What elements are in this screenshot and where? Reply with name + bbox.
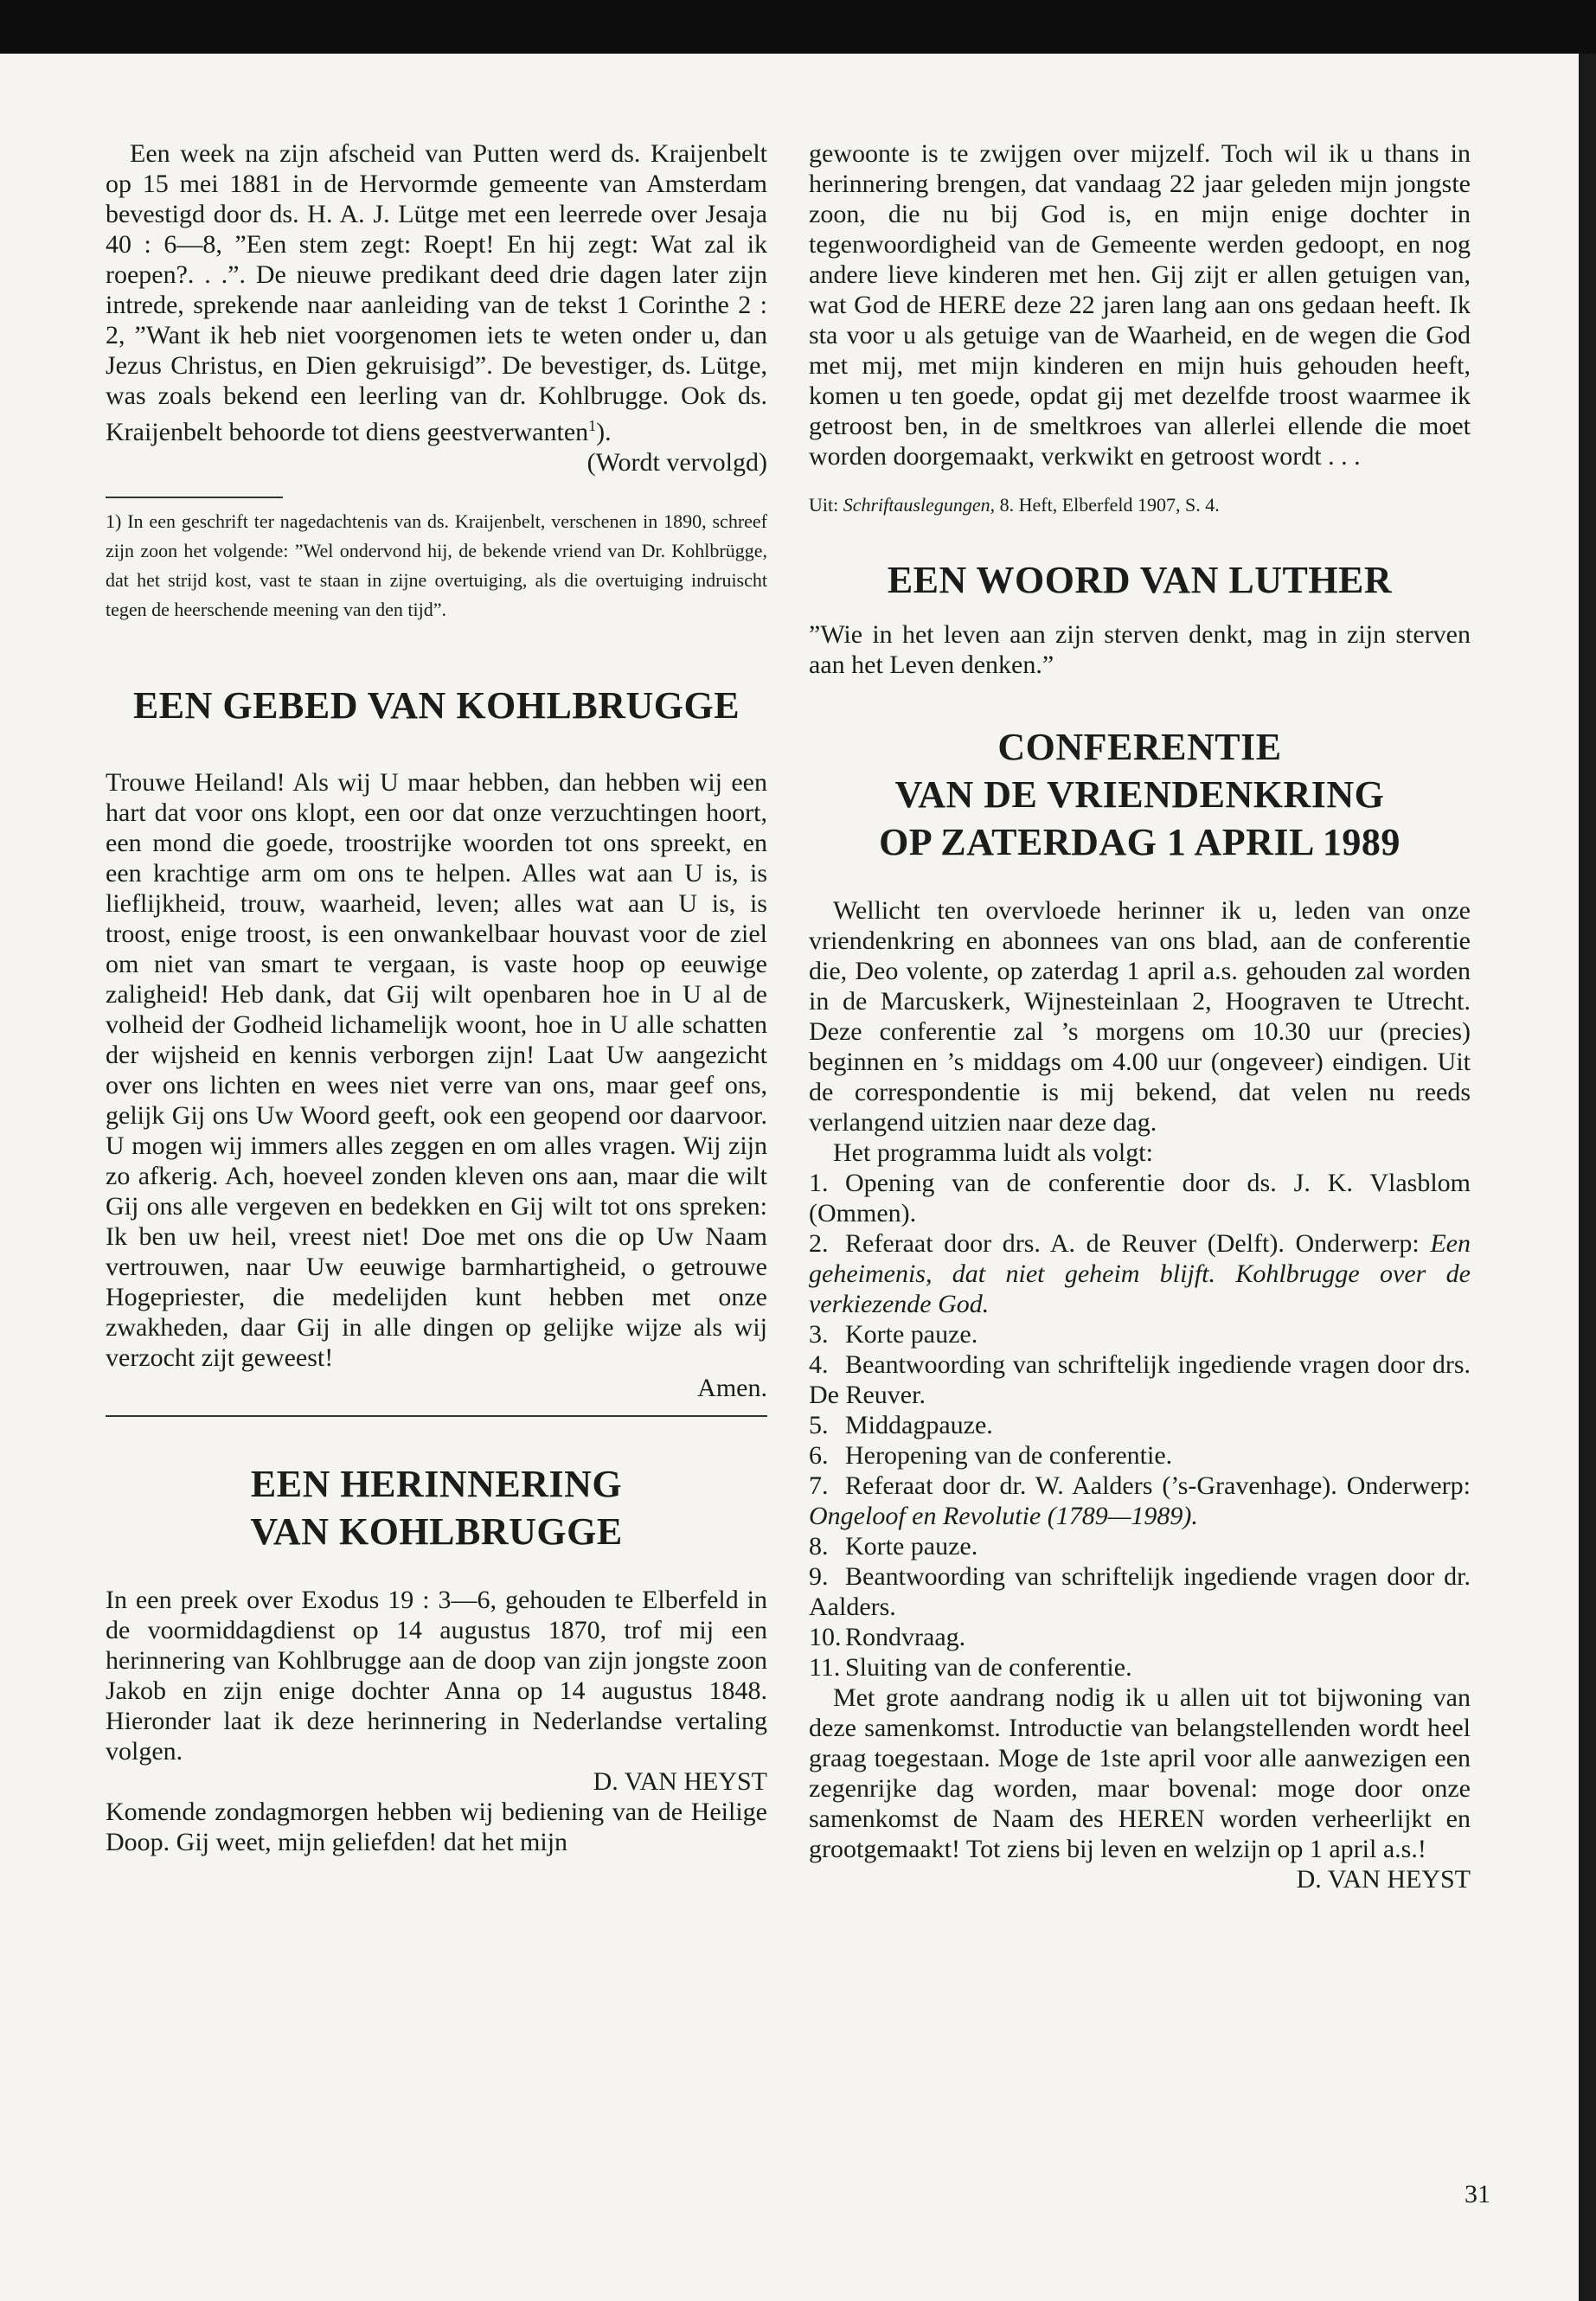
program-item-number: 4. [809,1350,829,1379]
right-column [809,138,1471,1894]
program-list [809,1168,1471,1682]
luther-title: EEN WOORD VAN LUTHER [887,559,1393,601]
program-item-number: 2. [809,1229,829,1258]
program-item-number: 6. [809,1441,829,1470]
quote-continuation: gewoonte is te zwijgen over mijzelf. Toch wil ik u thans in herinnering brengen, dat vandaag 22 jaar geleden mijn jongste zoon, die nu bij God is, en mijn enige dochter in tegenwoordigheid van de Gemeente werden gedoopt, en nog andere lieve kinderen met hen. Gij zijt er allen getuigen van, wat God de HERE deze 22 jaren lang aan ons gedaan heeft. Ik sta voor u als getuige van de Waarheid, en de wegen die God met mij, met mijn kinderen en mijn huis gehouden heeft, komen u ten goede, opdat gij met dezelfde troost waarmee ik getroost ben, in de smeltkroes van allerlei ellende die moet worden doorgemaakt, verkwikt en getroost wordt . . . [809,139,1471,471]
amen: Amen. [697,1374,767,1402]
program-item [809,1471,1471,1531]
left-column [106,138,767,1857]
program-item-text: Korte pauze. [845,1320,978,1349]
conference-title-line-2: VAN DE VRIENDENKRING [894,773,1385,816]
program-item-number: 10. [809,1623,842,1651]
program-item-text: Opening van de conferentie door ds. J. K. Vlasblom (Ommen). [809,1169,1471,1227]
program-item [809,1410,1471,1440]
prayer-text: Trouwe Heiland! Als wij U maar hebben, dan hebben wij een hart dat voor ons klopt, een oor dat onze verzuchtingen hoort, een mond die goede, troostrijke woorden tot ons spreekt, en een krachtige arm om ons te helpen. Alles wat aan U is, is lieflijkheid, trouw, waarheid, leven; alles wat aan U is, is troost, enige troost, is een onwankelbaar houvast voor de ziel om niet van smart te vergaan, is vaste hoop op eeuwige zaligheid! Heb dank, dat Gij wilt openbaren hoe in U al de volheid der Godheid lichamelijk woont, hoe in U alle schatten der wijsheid en kennis verborgen zijn! Laat Uw aangezicht over ons lichten en wees niet verre van ons, maar geef ons, gelijk Gij ons Uw Woord geeft, ook een geopend oor daarvoor. U mogen wij immers alles zeggen en om alles vragen. Wij zijn zo afkerig. Ach, hoeveel zonden kleven ons aan, maar die wilt Gij ons alle vergeven en bedekken en Gij wilt tot ons spreken: Ik ben uw heil, vreest niet! Doe met ons die op Uw Naam vertrouwen, naar Uw eeuwige barmhartigheid, o getrouwe Hogepriester, die medelijden kunt hebben met onze zwakheden, daar Gij in alle dingen op gelijke wijze als wij verzocht zijt geweest! [106,768,767,1372]
luther-quote: ”Wie in het leven aan zijn sterven denkt, mag in zijn sterven aan het Leven denken.” [809,620,1471,679]
memory-quote-start: Komende zondagmorgen hebben wij bediening van de Heilige Doop. Gij weet, mijn geliefden! dat het mijn [106,1798,767,1856]
program-item-number: 9. [809,1562,829,1591]
program-item [809,1652,1471,1682]
program-item-subject: Een geheimenis, dat niet geheim blijft. Kohlbrugge over de verkiezende God. [809,1229,1471,1318]
program-item [809,1440,1471,1471]
program-item-text: Sluiting van de conferentie. [845,1653,1132,1682]
program-item [809,1622,1471,1652]
page-number: 31 [1465,2180,1490,2208]
program-item-number: 1. [809,1169,829,1197]
program-item-number: 7. [809,1471,829,1500]
program-item [809,1319,1471,1349]
program-item-text: Beantwoording van schriftelijk ingediende vragen door drs. De Reuver. [809,1350,1471,1409]
program-item [809,1561,1471,1622]
footnote-ref: 1 [588,417,597,434]
memory-text: In een preek over Exodus 19 : 3—6, gehouden te Elberfeld in de voormiddagdienst op 14 augustus 1870, trof mij een herinnering van Kohlbrugge aan de doop van zijn jongste zoon Jakob en zijn enige dochter Anna op 14 augustus 1848. Hieronder laat ik deze herinnering in Nederlandse vertaling volgen. [106,1586,767,1766]
program-item-text: Korte pauze. [845,1532,978,1561]
memory-author: D. VAN HEYST [593,1767,767,1796]
program-item-number: 5. [809,1411,829,1439]
scan-right-border [1579,54,1596,2301]
continued-note: (Wordt vervolgd) [586,448,767,477]
program-item-text: Beantwoording van schriftelijk ingediende vragen door dr. Aalders. [809,1562,1471,1621]
program-item [809,1168,1471,1228]
scan-top-border [0,0,1596,54]
program-item-number: 11. [809,1653,841,1682]
conference-title-line-3: OP ZATERDAG 1 APRIL 1989 [879,821,1401,863]
program-item-number: 3. [809,1320,829,1349]
program-item-subject: Ongeloof en Revolutie (1789—1989). [809,1502,1198,1530]
program-item-text: Middagpauze. [845,1411,993,1439]
prayer-title: EEN GEBED VAN KOHLBRUGGE [132,684,740,727]
memory-title-line-2: VAN KOHLBRUGGE [250,1510,623,1553]
intro-paragraph: Een week na zijn afscheid van Putten werd ds. Kraijenbelt op 15 mei 1881 in de Hervormde gemeente van Amsterdam bevestigd door ds. H. A. J. Lütge met een leerrede over Jesaja 40 : 6—8, ”Een stem zegt: Roept! En hij zegt: Wat zal ik roepen?. . .”. De nieuwe predikant deed drie dagen later zijn intrede, sprekende naar aanleiding van de tekst 1 Corinthe 2 : 2, ”Want ik heb niet voorgenomen iets te weten onder u, dan Jezus Christus, en Dien gekruisigd”. De bevestiger, ds. Lütge, was zoals bekend een leerling van dr. Kohlbrugge. Ook ds. Kraijenbelt behoorde tot diens geestverwanten$^1$). [106,139,767,446]
program-item [809,1228,1471,1319]
footnote-divider [106,497,283,498]
program-item-number: 8. [809,1532,829,1561]
program-item-text: Rondvraag. [845,1623,966,1651]
program-item [809,1349,1471,1410]
footnote: 1) In een geschrift ter nagedachtenis van ds. Kraijenbelt, verschenen in 1890, schreef zijn zoon het volgende: ”Wel ondervond hij, de bekende vriend van Dr. Kohlbrügge, dat het strijd kost, vast te staan in zijne overtuiging, als die overtuiging indruischt tegen de heerschende meening van den tijd”. [106,510,767,620]
closing-author: D. VAN HEYST [1296,1865,1471,1894]
program-item-text: Referaat door dr. W. Aalders (’s-Gravenhage). Onderwerp: [845,1471,1471,1500]
conference-intro: Wellicht ten overvloede herinner ik u, leden van onze vriendenkring en abonnees van ons blad, aan de conferentie die, Deo volente, op zaterdag 1 april a.s. gehouden zal worden in de Marcuskerk, Wijnesteinlaan 2, Hoograven te Utrecht. Deze conferentie zal ’s morgens om 10.30 uur (precies) beginnen en ’s middags om 4.00 uur (ongeveer) eindigen. Uit de correspondentie is mij bekend, dat velen nu reeds verlangend uitzien naar deze dag. [809,896,1471,1137]
program-item [809,1531,1471,1561]
quote-source: Uit: Schriftauslegungen, 8. Heft, Elberfeld 1907, S. 4. [809,494,1220,516]
program-item-text: Referaat door drs. A. de Reuver (Delft). Onderwerp: [845,1229,1431,1258]
program-item-text: Heropening van de conferentie. [845,1441,1173,1470]
program-intro: Het programma luidt als volgt: [833,1138,1153,1167]
memory-title-line-1: EEN HERINNERING [250,1463,623,1505]
closing-paragraph: Met grote aandrang nodig ik u allen uit tot bijwoning van deze samenkomst. Introductie van belangstellenden wordt heel graag toegestaan. Moge de 1ste april voor alle aanwezigen een zegenrijke dag worden, maar bovenal: moge door onze samenkomst de Naam des HEREN worden verheerlijkt en grootgemaakt! Tot ziens bij leven en welzijn op 1 april a.s.! [809,1683,1471,1863]
section-divider [106,1415,767,1417]
conference-title-line-1: CONFERENTIE [997,726,1282,768]
